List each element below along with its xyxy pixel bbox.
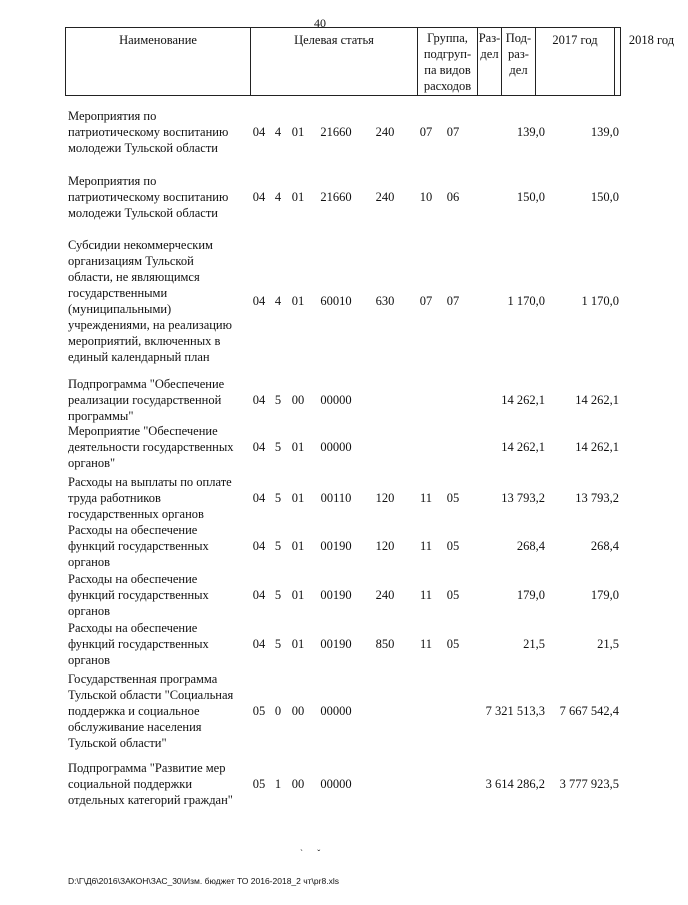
code-3: 01	[291, 491, 305, 505]
code-1: 04	[252, 190, 266, 204]
code-2: 4	[274, 294, 282, 308]
code-4: 00190	[320, 588, 352, 602]
section-code: 11	[419, 588, 433, 602]
group-code: 240	[375, 190, 395, 204]
subsection-code: 05	[446, 637, 460, 651]
section-code: 07	[419, 125, 433, 139]
file-path-footer: D:\Г\Д6\2016\ЗАКОН\ЗАС_30\Изм. бюджет ТО 2016-2018_2 чт\pr8.xls	[68, 876, 339, 886]
header-target: Целевая статья	[251, 28, 418, 95]
subsection-code: 07	[446, 294, 460, 308]
code-3: 01	[291, 637, 305, 651]
value-2017: 139,0	[516, 125, 545, 139]
subsection-code: 05	[446, 539, 460, 553]
subsection-code: 05	[446, 491, 460, 505]
value-2017: 21,5	[523, 637, 545, 651]
page-number: 40	[314, 16, 326, 30]
code-1: 04	[252, 294, 266, 308]
group-code: 120	[375, 491, 395, 505]
code-4: 00110	[320, 491, 352, 505]
row-name: Субсидии некоммерческим организациям Тульской области, не являющимся государственными (муниципальными) учреждениями, на реализацию мероприятий, включенных в единый календарный план	[68, 238, 232, 364]
header-2018: 2018 год	[628, 33, 675, 47]
subsection-code: 06	[446, 190, 460, 204]
code-4: 21660	[320, 190, 352, 204]
row-name: Расходы на выплаты по оплате труда работников государственных органов	[68, 475, 232, 521]
value-2017: 268,4	[516, 539, 545, 553]
code-1: 04	[252, 588, 266, 602]
row-name: Расходы на обеспечение функций государственных органов	[68, 572, 209, 618]
code-4: 00190	[320, 637, 352, 651]
code-2: 5	[274, 393, 282, 407]
code-2: 5	[274, 491, 282, 505]
code-4: 21660	[320, 125, 352, 139]
group-code: 240	[375, 588, 395, 602]
value-2018: 150,0	[590, 190, 619, 204]
header-section: Раз- дел	[478, 28, 502, 95]
section-code: 11	[419, 539, 433, 553]
section-code: 11	[419, 637, 433, 651]
code-1: 04	[252, 539, 266, 553]
row-name: Мероприятия по патриотическому воспитанию молодежи Тульской области	[68, 174, 229, 220]
code-4: 00000	[320, 393, 352, 407]
value-2018: 13 793,2	[575, 491, 619, 505]
group-code: 630	[375, 294, 395, 308]
value-2018: 14 262,1	[575, 393, 619, 407]
section-code: 11	[419, 491, 433, 505]
value-2017: 3 614 286,2	[485, 777, 545, 791]
subsection-code: 07	[446, 125, 460, 139]
code-2: 5	[274, 637, 282, 651]
code-3: 01	[291, 440, 305, 454]
code-3: 01	[291, 294, 305, 308]
code-4: 60010	[320, 294, 352, 308]
code-1: 04	[252, 491, 266, 505]
row-name: Подпрограмма "Обеспечение реализации государственной программы"	[68, 377, 225, 423]
value-2017: 1 170,0	[507, 294, 545, 308]
value-2018: 1 170,0	[581, 294, 619, 308]
value-2018: 139,0	[590, 125, 619, 139]
table-header	[65, 27, 675, 96]
header-2017: 2017 год	[536, 28, 615, 95]
code-2: 4	[274, 125, 282, 139]
row-name: Государственная программа Тульской области "Социальная поддержка и социальное обслуживание населения Тульской области"	[68, 672, 234, 750]
code-1: 05	[252, 777, 266, 791]
subsection-code: 05	[446, 588, 460, 602]
row-name: Расходы на обеспечение функций государственных органов	[68, 523, 209, 569]
section-code: 07	[419, 294, 433, 308]
value-2017: 14 262,1	[501, 393, 545, 407]
code-1: 04	[252, 125, 266, 139]
code-3: 01	[291, 539, 305, 553]
code-3: 00	[291, 704, 305, 718]
value-2018: 268,4	[590, 539, 619, 553]
scan-marks: ` ˇ	[300, 848, 327, 858]
value-2018: 7 667 542,4	[559, 704, 619, 718]
code-3: 00	[291, 393, 305, 407]
code-2: 1	[274, 777, 282, 791]
value-2018: 179,0	[590, 588, 619, 602]
value-2017: 13 793,2	[501, 491, 545, 505]
group-code: 120	[375, 539, 395, 553]
value-2017: 7 321 513,3	[485, 704, 545, 718]
code-1: 05	[252, 704, 266, 718]
row-name: Подпрограмма "Развитие мер социальной поддержки отдельных категорий граждан"	[68, 761, 233, 807]
code-3: 01	[291, 190, 305, 204]
value-2017: 179,0	[516, 588, 545, 602]
code-2: 5	[274, 539, 282, 553]
code-1: 04	[252, 637, 266, 651]
value-2017: 14 262,1	[501, 440, 545, 454]
group-code: 240	[375, 125, 395, 139]
section-code: 10	[419, 190, 433, 204]
value-2018: 3 777 923,5	[559, 777, 619, 791]
code-3: 01	[291, 125, 305, 139]
header-subsection: Под- раз- дел	[502, 28, 536, 95]
code-4: 00000	[320, 440, 352, 454]
code-2: 5	[274, 440, 282, 454]
row-name: Мероприятия по патриотическому воспитанию молодежи Тульской области	[68, 109, 229, 155]
code-2: 0	[274, 704, 282, 718]
value-2018: 14 262,1	[575, 440, 619, 454]
code-4: 00000	[320, 704, 352, 718]
value-2017: 150,0	[516, 190, 545, 204]
row-name: Расходы на обеспечение функций государственных органов	[68, 621, 209, 667]
header-group: Группа, подгруп- па видов расходов	[418, 28, 478, 95]
row-name: Мероприятие "Обеспечение деятельности государственных органов"	[68, 424, 234, 470]
value-2018: 21,5	[597, 637, 619, 651]
code-1: 04	[252, 440, 266, 454]
code-3: 01	[291, 588, 305, 602]
code-1: 04	[252, 393, 266, 407]
code-4: 00000	[320, 777, 352, 791]
code-2: 5	[274, 588, 282, 602]
code-2: 4	[274, 190, 282, 204]
header-name: Наименование	[66, 28, 251, 95]
group-code: 850	[375, 637, 395, 651]
code-4: 00190	[320, 539, 352, 553]
code-3: 00	[291, 777, 305, 791]
